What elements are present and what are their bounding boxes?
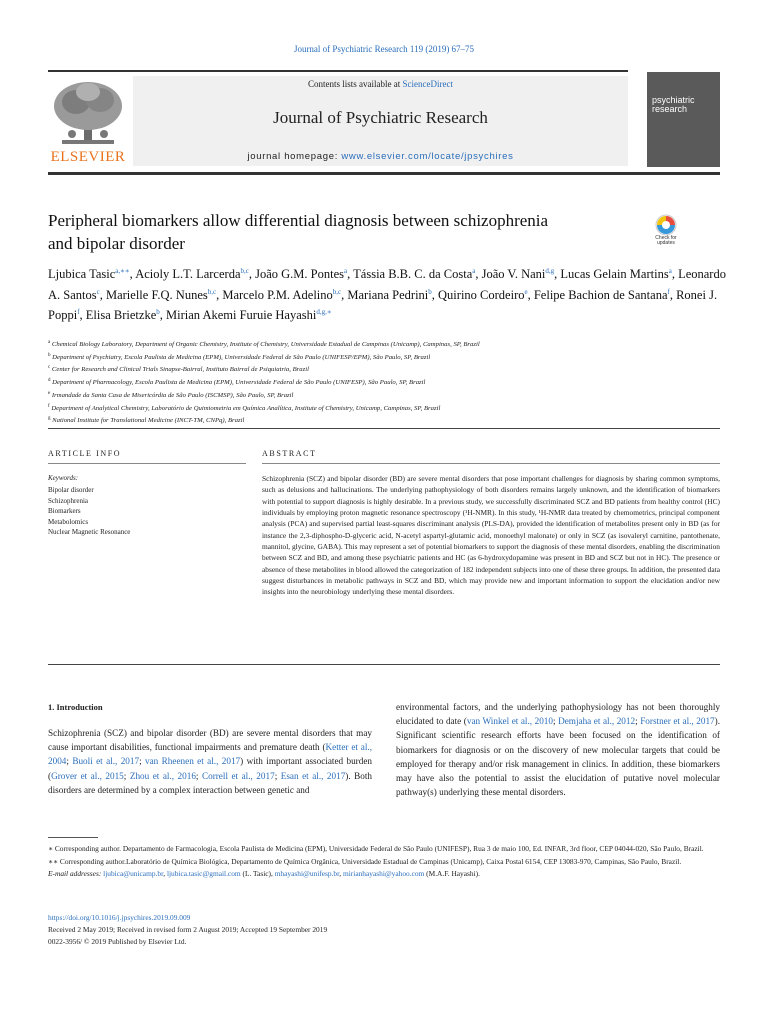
footnote-corresponding-2: ∗∗ Corresponding author.Laboratório de Química Biológica, Departamento de Química Orgânica, Universidade Estadual de Campinas (Unicamp), Caixa Postal 6154, CEP 13083-970, Campinas, São Paulo, Brazil. [48, 856, 682, 866]
affiliation-key: c [48, 365, 51, 371]
article-info-rule [48, 463, 246, 464]
affiliation-key: b [48, 352, 51, 358]
publisher-logo-text: ELSEVIER [50, 149, 126, 165]
text-run: ). Both disorders are determined by a complex interaction between genetic and [48, 770, 373, 795]
journal-title: Journal of Psychiatric Research [273, 108, 488, 127]
keyword-item: Metabolomics [48, 517, 89, 526]
citation-link[interactable]: van Winkel et al., 2010 [466, 716, 553, 727]
affiliation-text: Department of Analytical Chemistry, Laboratório de Quimiometria em Química Analítica, Institute of Chemistry, Unicamp, Campinas, SP, Brazil [51, 404, 441, 412]
cover-title [652, 96, 718, 114]
author-name[interactable]: João V. Nani [481, 267, 546, 282]
author-name[interactable]: Marcelo P.M. Adelino [222, 287, 333, 302]
affiliation-item [48, 414, 728, 427]
intro-paragraph-1 [48, 726, 372, 797]
citation-link[interactable]: Grover et al., 2015 [51, 770, 124, 781]
keyword-item: Biomarkers [48, 507, 81, 515]
affiliation-item [48, 351, 728, 364]
email-link[interactable]: mirianhayashi@yahoo.com [343, 869, 425, 878]
author-affiliation-marker[interactable]: a [668, 267, 672, 275]
author-affiliation-marker[interactable]: d,g,∗ [316, 308, 332, 317]
journal-homepage-line [133, 151, 628, 162]
footnote-corresponding-1: ∗ Corresponding author. Departamento de Farmacologia, Escola Paulista de Medicina (EPM), Universidade Federal de São Paulo (UNIFESP), Rua 3 de maio 100, Ed. INFAR, 3rd floor, CEP 04044-020, São Paulo, Brazil. [48, 844, 704, 853]
author-name[interactable]: Felipe Bachion de Santana [533, 287, 668, 302]
author-affiliation-marker[interactable]: b [156, 308, 160, 317]
text-run: Schizophrenia (SCZ) and bipolar disorder (BD) are severe mental disorders that may cause important disabilities, functional impairments and premature death ( [48, 728, 372, 753]
text-run: ; [635, 716, 641, 727]
citation-link[interactable]: Demjaha et al., 2012 [558, 716, 636, 727]
citation-link[interactable]: Zhou et al., 2016 [129, 770, 196, 781]
footnotes [48, 843, 720, 881]
doi-block [48, 912, 720, 948]
author-name[interactable]: Tássia B.B. C. da Costa [353, 267, 473, 282]
affiliation-item [48, 363, 728, 376]
text-run: ; [274, 770, 281, 781]
author-affiliation-marker[interactable]: b [428, 287, 432, 296]
crossmark-icon[interactable] [646, 212, 686, 252]
text-run: ). Significant scientific research efforts have been focused on the identification of biomarkers for diagnosis or on the discovery of new molecular targets that could be employed for therapy and/or risk management in clinics. In addition, these biomarkers may have also the potential to assist the elucidation of putative novel molecular pathway(s) underlying these mental disorders. [396, 716, 720, 798]
author-name[interactable]: Ronei J. Poppi [48, 287, 718, 323]
affiliation-item [48, 376, 728, 389]
received-dates: Received 2 May 2019; Received in revised form 2 August 2019; Accepted 19 September 2019 [48, 925, 328, 934]
journal-cover-thumbnail[interactable] [647, 72, 720, 167]
cover-title-line2: research [652, 104, 688, 114]
homepage-link[interactable]: www.elsevier.com/locate/jpsychires [341, 151, 514, 162]
affiliation-text: Chemical Biology Laboratory, Department of Organic Chemistry, Institute of Chemistry, Universidade Estadual de Campinas (Unicamp), Campinas, SP, Brazil [51, 341, 480, 349]
text-run: ; [66, 756, 73, 767]
keywords-list [48, 485, 130, 538]
article-info-heading: ARTICLE INFO [48, 449, 122, 458]
affiliation-text: Center for Research and Clinical Trials Sinapse-Bairral, Instituto Bairral de Psiquiatria, Brazil [51, 366, 309, 374]
contents-line [133, 79, 628, 89]
author-affiliation-marker[interactable]: f [77, 308, 80, 317]
text-run: environmental factors, and the underlying pathophysiology has not been thoroughly elucidated to date ( [396, 702, 720, 727]
affiliation-item [48, 338, 728, 351]
title-line-2: and bipolar disorder [48, 234, 185, 253]
author-name[interactable]: Lucas Gelain Martins [560, 267, 669, 282]
keyword-item: Nuclear Magnetic Resonance [48, 528, 131, 536]
citation-link[interactable]: Forstner et al., 2017 [640, 716, 715, 727]
journal-reference[interactable]: Journal of Psychiatric Research 119 (2019) 67–75 [293, 44, 475, 54]
author-name[interactable]: Acioly L.T. Larcerda [135, 267, 241, 282]
text-run: , [163, 869, 167, 878]
author-affiliation-marker[interactable]: b,c [332, 287, 342, 296]
citation-link[interactable]: Buoli et al., 2017 [72, 756, 140, 767]
affiliation-key: a [48, 340, 51, 345]
author-affiliation-marker[interactable]: e [524, 287, 528, 296]
affiliation-key: g [48, 416, 51, 422]
text-run: ; [139, 756, 146, 767]
cover-title-line1: psychiatric [652, 95, 695, 105]
affiliation-item [48, 402, 728, 415]
text-run: (M.A.F. Hayashi). [424, 869, 480, 878]
citation-link[interactable]: Correll et al., 2017 [201, 770, 275, 781]
keyword-item: Bipolar disorder [48, 486, 94, 494]
header-bottom-rule [48, 172, 720, 175]
author-affiliation-marker[interactable]: b,c [207, 287, 217, 296]
text-run: ; [123, 770, 130, 781]
author-name[interactable]: Elisa Brietzke [85, 308, 157, 323]
citation-link[interactable]: Esan et al., 2017 [280, 770, 346, 781]
email-link[interactable]: ljubica.tasic@gmail.com [166, 869, 241, 878]
abstract-text: Schizophrenia (SCZ) and bipolar disorder (BD) are severe mental disorders that pose important challenges for diagnosis by sharing common symptoms, such as delusions and hallucinations. The underlying pathophysiology of both disorders remains largely unknown, and the identification of biomarkers with potential to support diagnosis is highly desirable. In a previous study, we successfully discriminated SCZ and BD patients from healthy control (HC) individuals by employing proton magnetic resonance spectroscopy (¹H-NMR). In this study, ¹H-NMR data treated by chemometrics, principal component analysis (PCA) and supervised partial least-squares discriminant analysis (PLS-DA), provided the identification of metabolites present only in BD (as for instance the 2,3-diphospho-D-glyceric acid, N-acetyl aspartyl-glutamic acid, monoethyl malonate) or only in SCZ (as isovaleryl carnitine, pantothenate, mannitol, glycine, GABA). This may represent a set of potential biomarkers to support the diagnosis of these mental disorders, enabling the discrimination between SCZ and BD, and among these psychiatric patients and HC (as 6-hydroxydopamine was present in BD and SCZ but not in HC). The presence or absence of these metabolites in blood allowed the categorization of 182 independent subjects into one of these three groups. In addition, the presented data suggest disturbances in metabolic pathways in SCZ and BD, which may provide new and important information to support the elucidation and/or new insights into the neurobiology underlying these mental disorders. [262, 474, 720, 597]
keywords-label: Keywords: [48, 474, 79, 482]
footnote-rule [48, 837, 98, 838]
copyright-line: 0022-3956/ © 2019 Published by Elsevier Ltd. [48, 937, 187, 946]
affiliation-text: National Institute for Translational Medicine (INCT-TM, CNPq), Brazil [52, 417, 245, 425]
author-affiliation-marker[interactable]: a [472, 267, 476, 275]
article-title [48, 209, 638, 255]
citation-link[interactable]: Ketter et al., 2004 [48, 742, 373, 767]
affiliation-list [48, 338, 728, 427]
header-top-rule [48, 70, 628, 72]
abstract-heading: ABSTRACT [262, 449, 317, 458]
email-link[interactable]: ljubica@unicamp.br [103, 869, 164, 878]
author-list: Ljubica Tasic$^{a,∗∗}$, Acioly L.T. Larcerda$^{b,c}$, João G.M. Pontes$^a$, Tássia B.B. C. da Costa$^a$, João V. Nani$^{d,g}$, Lucas Gelain Martins$^a$, Leonardo A. Santos$^c$, Marielle F.Q. Nunes$^{b,c}$, Marcelo P.M. Adelino$^{b,c}$, Mariana Pedrini$^b$, Quirino Cordeiro$^e$, Felipe Bachion de Santana$^f$, Ronei J. Poppi$^f$, Elisa Brietzke$^b$, Mirian Akemi Furuie Hayashi$^{d,g,∗}$ [48, 267, 726, 323]
affiliation-item [48, 389, 728, 402]
affiliation-key: f [48, 403, 50, 409]
author-affiliation-marker[interactable]: a,∗∗ [115, 267, 130, 275]
section-rule-bottom [48, 664, 720, 665]
title-line-1: Peripheral biomarkers allow differential diagnosis between schizophrenia [48, 211, 549, 230]
section-rule-top [48, 428, 720, 429]
text-run: ; [553, 716, 559, 727]
affiliation-key: d [48, 378, 51, 384]
contents-prefix: Contents lists available at [308, 79, 403, 89]
abstract-rule [262, 463, 720, 464]
author-name[interactable]: Mirian Akemi Furuie Hayashi [166, 308, 317, 323]
affiliation-text: Department of Pharmacology, Escola Paulista de Medicina (EPM), Universidade Federal de São Paulo (UNIFESP), São Paulo, SP, Brazil [52, 379, 426, 387]
text-run: ; [195, 770, 202, 781]
intro-paragraph-2 [396, 700, 720, 799]
author-affiliation-marker[interactable]: a [344, 267, 348, 275]
affiliation-text: Irmandade da Santa Casa de Misericórdia de São Paulo (ISCMSP), São Paulo, SP, Brazil [51, 392, 294, 400]
email-addresses [48, 868, 720, 881]
author-name[interactable]: Leonardo A. Santos [48, 267, 726, 302]
text-run: (L. Tasic), [240, 869, 275, 878]
homepage-prefix: journal homepage: [247, 151, 342, 162]
affiliation-text: Department of Psychiatry, Escola Paulista de Medicina (EPM), Universidade Federal de São Paulo (UNIFESP/EPM), São Paulo, SP, Brazil [52, 353, 431, 361]
author-name[interactable]: Marielle F.Q. Nunes [105, 287, 208, 302]
text-run: , [339, 869, 343, 878]
author-affiliation-marker[interactable]: f [667, 287, 670, 296]
affiliation-key: e [48, 390, 51, 396]
author-name[interactable]: Ljubica Tasic [48, 267, 116, 282]
author-affiliation-marker[interactable]: b,c [240, 267, 249, 275]
crossmark-label: Check for updates [655, 235, 677, 246]
keyword-item: Schizophrenia [48, 496, 89, 505]
introduction-heading: 1. Introduction [48, 702, 103, 712]
author-name[interactable]: Mariana Pedrini [347, 287, 429, 302]
citation-link[interactable]: van Rheenen et al., 2017 [145, 756, 241, 767]
doi-link[interactable]: https://doi.org/10.1016/j.jpsychires.2019.09.009 [48, 913, 191, 922]
author-name[interactable]: João G.M. Pontes [255, 267, 345, 282]
email-link[interactable]: mhayashi@unifesp.br [274, 869, 340, 878]
text-run: ) with important associated burden ( [48, 756, 373, 781]
author-affiliation-marker[interactable]: d,g [545, 267, 555, 275]
sciencedirect-link[interactable]: ScienceDirect [402, 79, 453, 89]
author-affiliation-marker[interactable]: c [96, 287, 100, 296]
author-name[interactable]: Quirino Cordeiro [438, 287, 525, 302]
email-label: E-mail addresses: [48, 869, 104, 878]
